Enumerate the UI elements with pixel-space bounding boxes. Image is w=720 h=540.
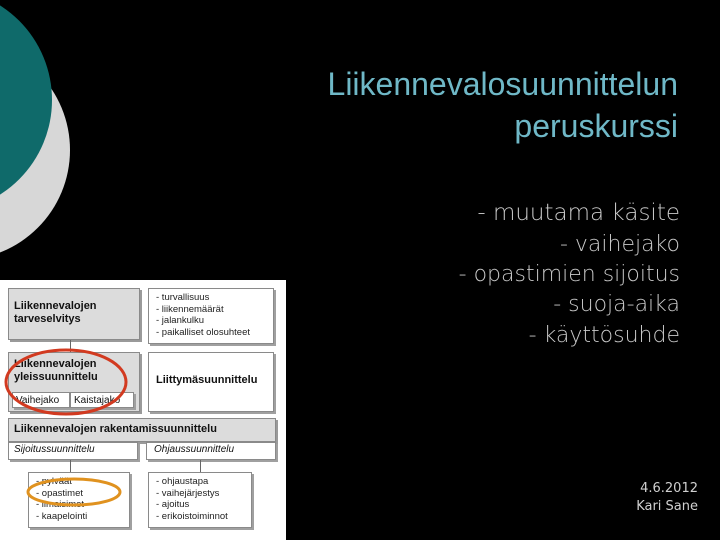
- construction-planning-title: Liikennevalojen rakentamissuunnittelu: [14, 423, 217, 435]
- phase-split-label: Vaihejako: [16, 395, 60, 406]
- control-design-label: Ohjaussuunnittelu: [154, 444, 235, 455]
- placement-items-list: - pylväät - opastimet - ilmaisimet - kaapelointi: [36, 476, 88, 522]
- title-line-2: peruskurssi: [514, 107, 678, 144]
- slide-title: [198, 64, 678, 147]
- general-planning-title: Liikennevalojen yleissuunnittelu: [14, 358, 98, 383]
- needs-assessment-title: Liikennevalojen tarveselvitys: [14, 300, 97, 325]
- concept-item: - vaihejako: [559, 231, 680, 257]
- footer-date: 4.6.2012: [640, 481, 698, 496]
- red-highlight-ellipse: [0, 344, 140, 420]
- slide-footer: [636, 480, 698, 516]
- concept-item: - opastimien sijoitus: [458, 262, 680, 288]
- concept-item: - muutama käsite: [477, 200, 680, 226]
- footer-author: Kari Sane: [636, 499, 698, 514]
- planning-process-diagram: [0, 280, 286, 540]
- concept-list: [260, 198, 680, 351]
- concept-item: - suoja-aika: [553, 292, 680, 318]
- connector-line: [70, 460, 71, 472]
- decorative-circles: [0, 0, 90, 290]
- junction-design-label: Liittymäsuunnittelu: [156, 374, 258, 386]
- connector-line: [200, 460, 201, 472]
- needs-criteria-list: - turvallisuus - liikennemäärät - jalankulku - paikalliset olosuhteet: [156, 292, 250, 338]
- control-items-list: - ohjaustapa - vaihejärjestys - ajoitus - erikoistoiminnot: [156, 476, 228, 522]
- placement-design-label: Sijoitussuunnittelu: [14, 444, 95, 455]
- title-line-1: Liikennevalosuunnittelun: [327, 66, 678, 102]
- orange-highlight-ellipse: [24, 476, 124, 510]
- lane-split-label: Kaistajako: [74, 395, 121, 406]
- concept-item: - käyttösuhde: [528, 322, 680, 348]
